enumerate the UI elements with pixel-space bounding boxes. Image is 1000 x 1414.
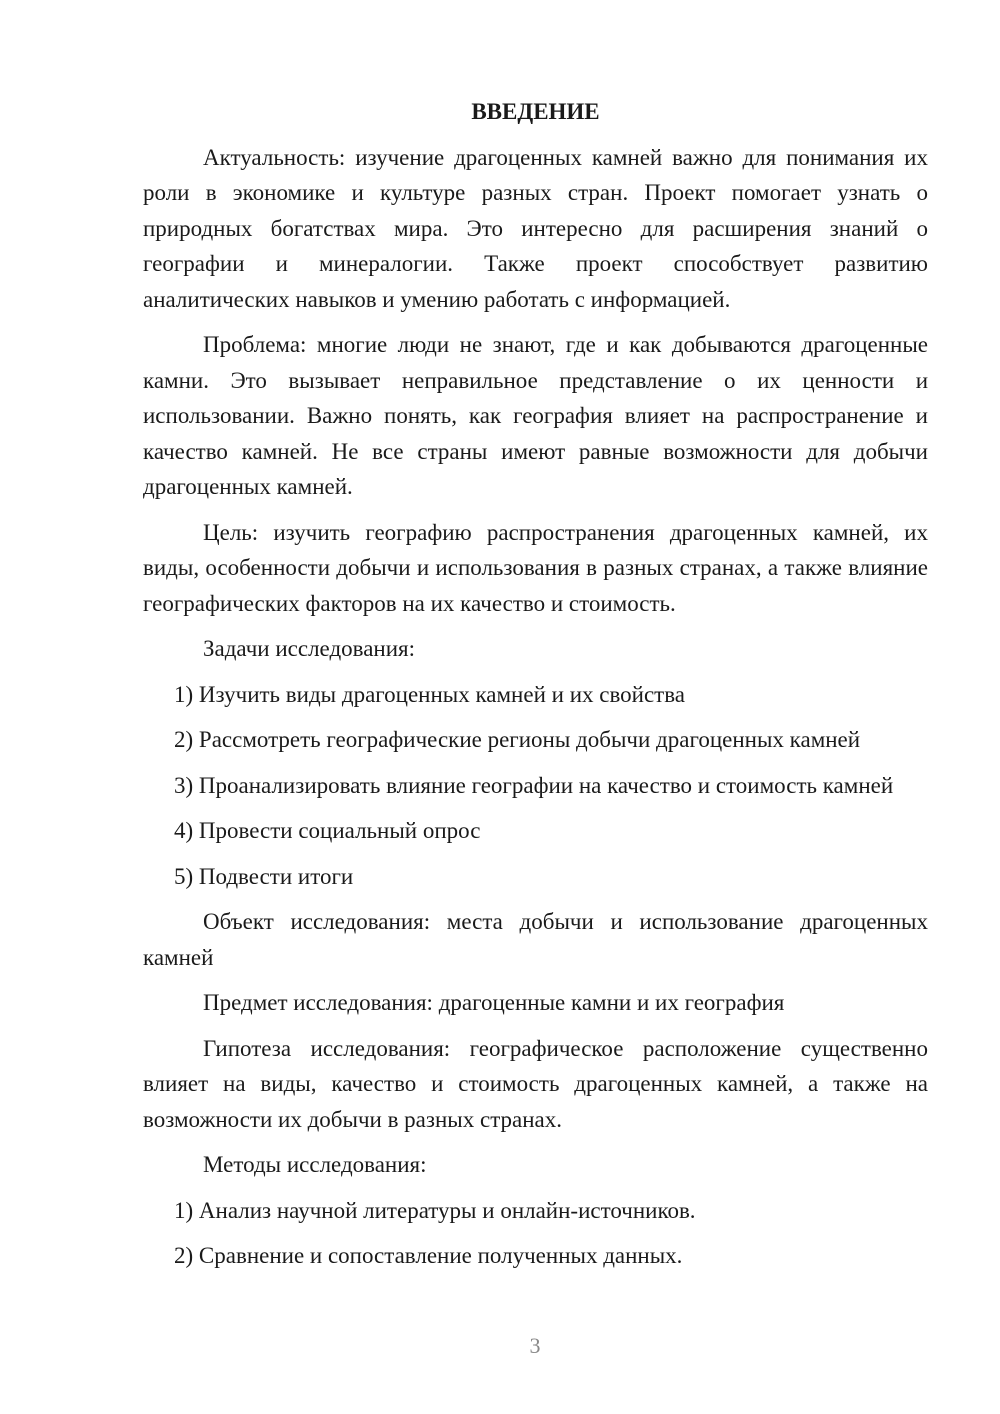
relevance-paragraph: Актуальность: изучение драгоценных камней важно для понимания их роли в экономике и культуре разных стран. Проект помогает узнать о природных богатствах мира. Это интересно для расширения знаний о географии и минералогии. Также проект способствует развитию аналитических навыков и умению работать с информацией. [143, 144, 928, 312]
problem-paragraph: Проблема: многие люди не знают, где и как добываются драгоценные камни. Это вызывает неправильное представление о их ценности и использовании. Важно понять, как география влияет на распространение и качество камней. Не все страны имеют равные возможности для добычи драгоценных камней. [143, 332, 928, 499]
method-item-2: 2) Сравнение и сопоставление полученных данных. [174, 1243, 683, 1268]
goal-paragraph: Цель: изучить географию распространения драгоценных камней, их виды, особенности добычи и использования в разных странах, а также влияние географических факторов на их качество и стоимость. [143, 519, 928, 616]
object-paragraph: Объект исследования: места добычи и использование драгоценных камней [143, 909, 928, 970]
methods-label: Методы исследования: [203, 1152, 427, 1177]
task-item-2: 2) Рассмотреть географические регионы добычи драгоценных камней [174, 727, 861, 752]
task-item-4: 4) Провести социальный опрос [174, 818, 481, 843]
page-number: 3 [529, 1333, 541, 1358]
tasks-label: Задачи исследования: [203, 636, 416, 661]
page-content [143, 94, 928, 1284]
task-item-5: 5) Подвести итоги [174, 863, 354, 889]
subject-paragraph: Предмет исследования: драгоценные камни и их география [203, 990, 785, 1015]
task-item-1: 1) Изучить виды драгоценных камней и их свойства [174, 681, 685, 707]
method-item-1: 1) Анализ научной литературы и онлайн-источников. [174, 1197, 696, 1223]
task-item-3: 3) Проанализировать влияние географии на качество и стоимость камней [174, 772, 894, 798]
section-title: ВВЕДЕНИЕ [471, 99, 600, 124]
hypothesis-paragraph: Гипотеза исследования: географическое расположение существенно влияет на виды, качество и стоимость драгоценных камней, а также на возможности их добычи в разных странах. [143, 1035, 928, 1132]
